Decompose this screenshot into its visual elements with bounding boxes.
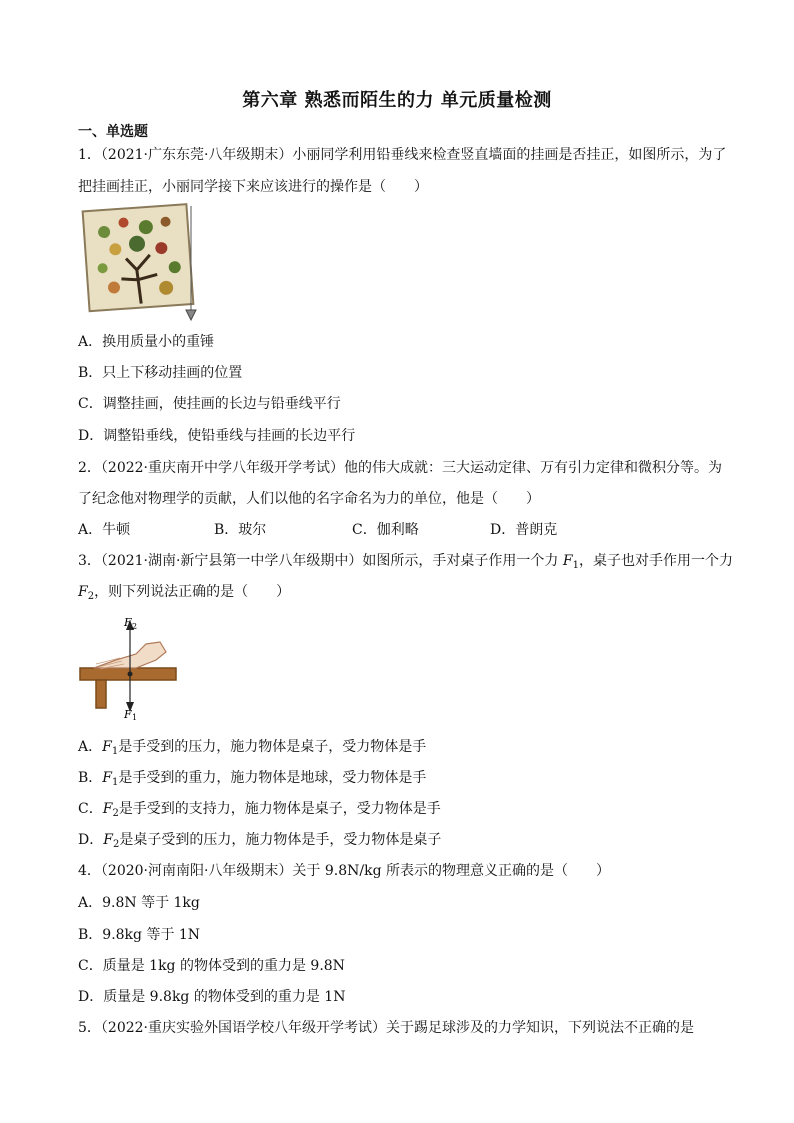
q3-figure-label-bottom-sub: 1 [132,713,138,720]
q4-stem: 4．（2020·河南南阳·八年级期末）关于 9.8N/kg 所表示的物理意义正确的是（ ） [78,863,611,879]
q2-stem-line2: 了纪念他对物理学的贡献，人们以他的名字命名为力的单位，他是（ ） [78,491,540,507]
q3-hand-table-figure [76,612,186,720]
q1-option-b: B．只上下移动挂画的位置 [78,365,243,381]
q1-option-a: A．换用质量小的重锤 [78,334,215,350]
q3-stem-line1: 3．（2021·湖南·新宁县第一中学八年级期中）如图所示，手对桌子作用一个力 $F_1$，桌子也对手作用一个力 [78,553,733,571]
q3-figure-label-bottom: F [124,708,132,720]
q5-stem: 5．（2022·重庆实验外国语学校八年级开学考试）关于踢足球涉及的力学知识，下列说法不正确的是 [78,1020,694,1036]
q2-option-b: B．玻尔 [214,522,267,538]
q4-option-b: B．9.8kg 等于 1N [78,927,201,943]
section-heading: 一、单选题 [78,124,148,140]
q1-painting-figure [76,200,200,324]
q3-stem-line2: $F_2$，则下列说法正确的是（ ） [78,584,291,602]
q3-figure-label-top: F [124,616,132,629]
q4-option-a: A．9.8N 等于 1kg [78,895,200,911]
q3-option-c: C．$F_2$是手受到的支持力，施力物体是桌子，受力物体是手 [78,801,441,819]
q2-stem-line1: 2．（2022·重庆南开中学八年级开学考试）他的伟大成就：三大运动定律、万有引力定律和微积分等。为 [78,460,722,476]
q3-option-a: A．$F_1$是手受到的压力，施力物体是桌子，受力物体是手 [78,739,427,757]
page-title: 第六章 熟悉而陌生的力 单元质量检测 [242,90,552,111]
q1-option-d: D．调整铅垂线，使铅垂线与挂画的长边平行 [78,428,356,444]
q1-stem-line1: 1．（2021·广东东莞·八年级期末）小丽同学利用铅垂线来检查竖直墙面的挂画是否挂正，如图所示，为了 [78,147,727,163]
q2-option-d: D．普朗克 [490,522,558,538]
q1-option-c: C．调整挂画，使挂画的长边与铅垂线平行 [78,396,341,412]
q1-stem-line2: 把挂画挂正，小丽同学接下来应该进行的操作是（ ） [78,179,428,195]
q4-option-d: D．质量是 9.8kg 的物体受到的重力是 1N [78,989,346,1005]
q3-figure-label-top-sub: 2 [132,622,138,631]
q3-option-d: D．$F_2$是桌子受到的压力，施力物体是手，受力物体是桌子 [78,832,442,850]
q4-option-c: C．质量是 1kg 的物体受到的重力是 9.8N [78,958,345,974]
q3-option-b: B．$F_1$是手受到的重力，施力物体是地球，受力物体是手 [78,770,427,788]
q2-option-c: C．伽利略 [352,522,419,538]
q2-option-a: A．牛顿 [78,522,131,538]
